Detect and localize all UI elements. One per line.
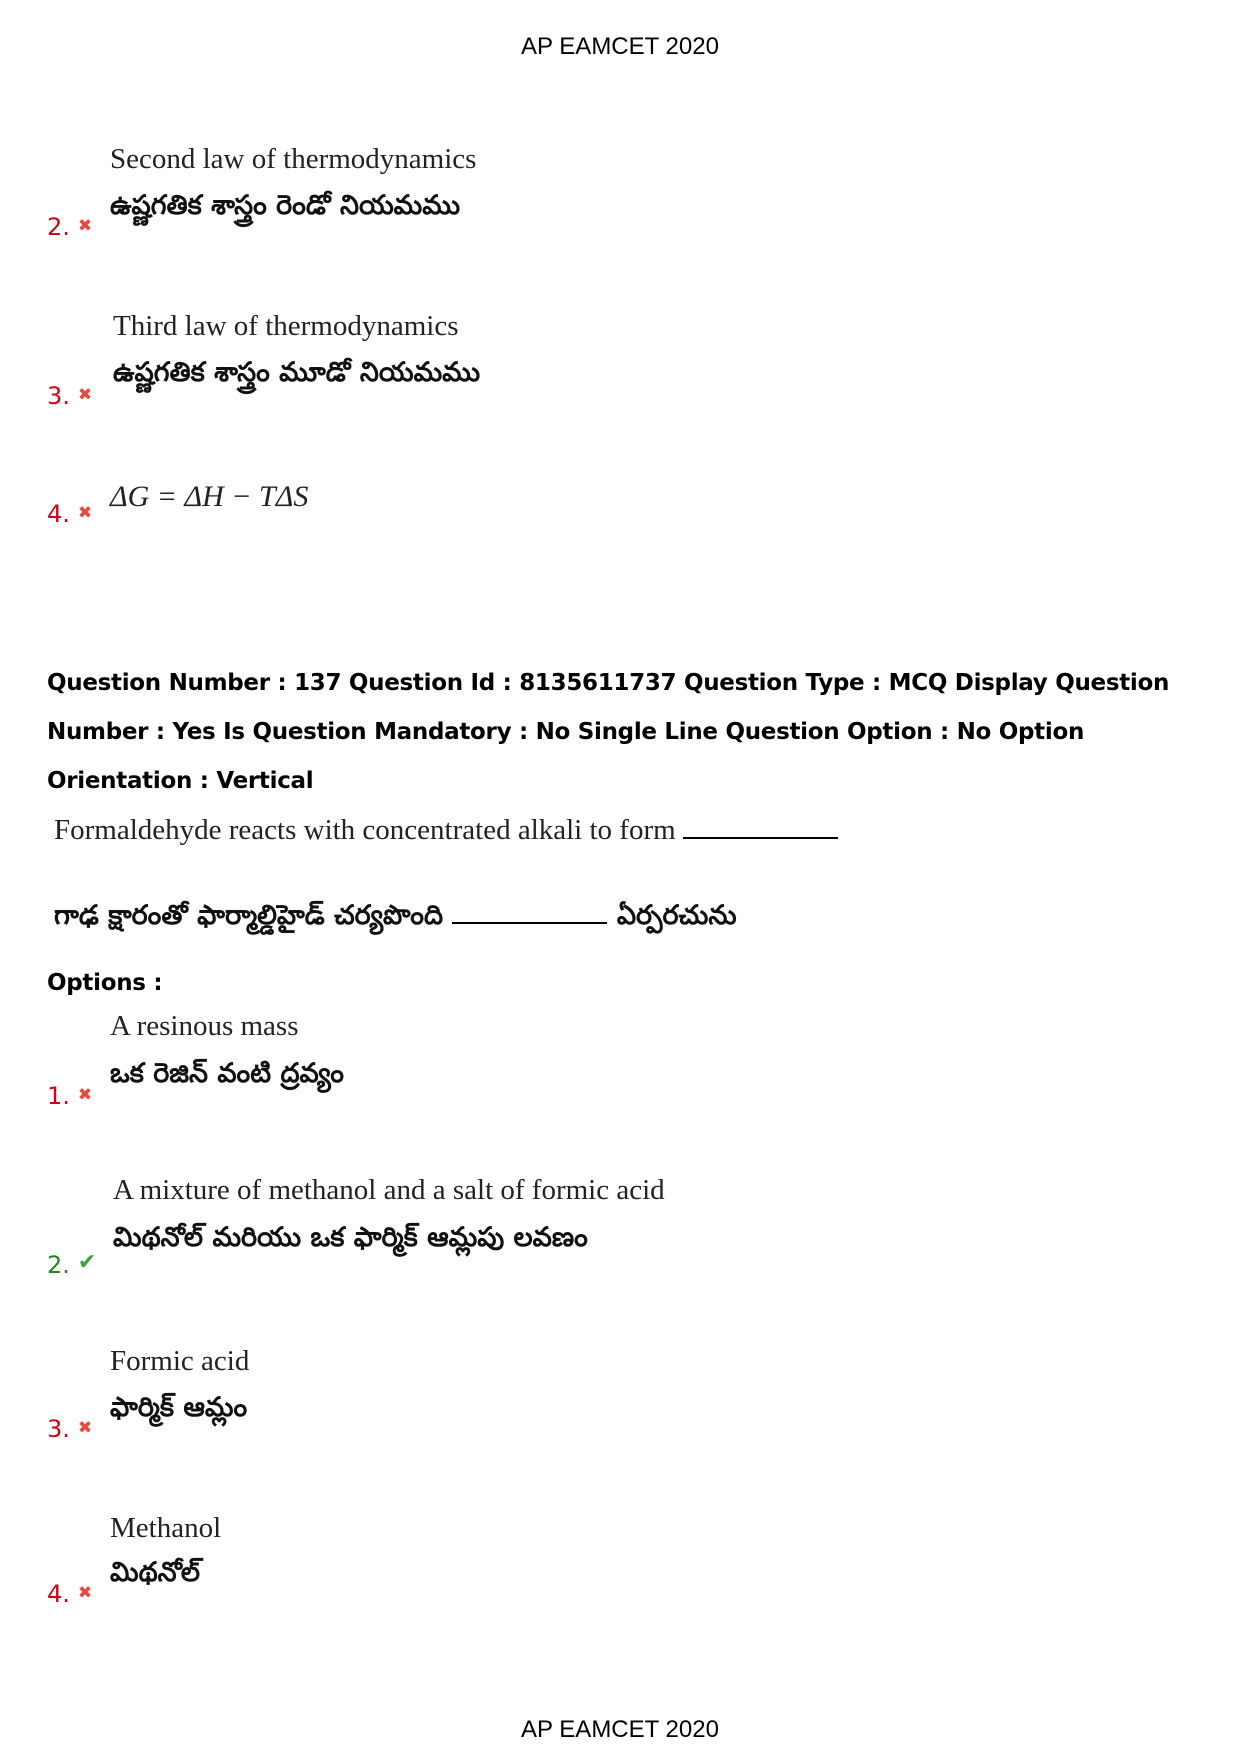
page-footer: AP EAMCET 2020: [521, 1716, 719, 1743]
option-number: 2.: [47, 1251, 70, 1279]
option-3-english: Formic acid: [110, 1345, 250, 1377]
cross-icon: ✖: [77, 216, 93, 236]
option-2-number: [47, 1250, 96, 1279]
option-2-english: Second law of thermodynamics: [110, 143, 477, 175]
option-3-telugu: ఫార్మిక్ ఆమ్లం: [110, 1392, 248, 1423]
option-2-number: [47, 213, 92, 241]
question-text-telugu: [54, 900, 737, 938]
option-3-english: Third law of thermodynamics: [113, 310, 459, 342]
cross-icon: ✖: [77, 1583, 93, 1603]
option-4-telugu: మిథనోల్: [110, 1557, 201, 1588]
option-number: 2.: [47, 213, 70, 241]
question-meta-line-3: Orientation : Vertical: [47, 768, 314, 794]
option-2-telugu: ఉష్ణగతిక శాస్త్రం రెండో నియమము: [110, 190, 461, 221]
question-text: Formaldehyde reacts with concentrated alkali to form: [54, 814, 676, 846]
options-label: Options :: [47, 970, 163, 996]
option-1-english: A resinous mass: [110, 1010, 299, 1042]
question-meta-line-1: Question Number : 137 Question Id : 8135611737 Question Type : MCQ Display Question: [47, 670, 1170, 696]
question-text-english: [54, 814, 838, 847]
option-3-telugu: ఉష్ణగతిక శాస్త్రం మూడో నియమము: [113, 357, 481, 388]
option-1-telugu: ఒక రెజిన్ వంటి ద్రవ్యం: [110, 1058, 344, 1089]
check-icon: ✔: [77, 1250, 97, 1275]
option-2-telugu: మిథనోల్ మరియు ఒక ఫార్మిక్ ఆమ్లపు లవణం: [113, 1222, 588, 1253]
option-1-number: [47, 1082, 92, 1110]
option-number: 3.: [47, 382, 70, 410]
option-4-english: Methanol: [110, 1512, 222, 1544]
question-text-te-part1: గాఢ క్షారంతో ఫార్మాల్డిహైడ్ చర్యపొంది: [54, 900, 444, 931]
option-number: 1.: [47, 1082, 70, 1110]
answer-blank: [683, 817, 838, 839]
option-4-formula: ΔG = ΔH − TΔS: [110, 480, 309, 513]
question-meta-line-2: Number : Yes Is Question Mandatory : No Single Line Question Option : No Option: [47, 719, 1085, 745]
option-number: 4.: [47, 500, 70, 528]
cross-icon: ✖: [77, 1085, 93, 1105]
option-number: 3.: [47, 1415, 70, 1443]
page-header: AP EAMCET 2020: [521, 33, 719, 60]
option-4-number: [47, 1580, 92, 1608]
cross-icon: ✖: [77, 1418, 93, 1438]
option-number: 4.: [47, 1580, 70, 1608]
cross-icon: ✖: [77, 385, 93, 405]
option-3-number: [47, 382, 92, 410]
question-text-te-part2: ఏర్పరచును: [616, 900, 737, 931]
option-4-number: [47, 500, 92, 528]
option-3-number: [47, 1415, 92, 1443]
option-2-english: A mixture of methanol and a salt of formic acid: [113, 1174, 665, 1206]
answer-blank: [452, 902, 607, 924]
cross-icon: ✖: [77, 503, 93, 523]
